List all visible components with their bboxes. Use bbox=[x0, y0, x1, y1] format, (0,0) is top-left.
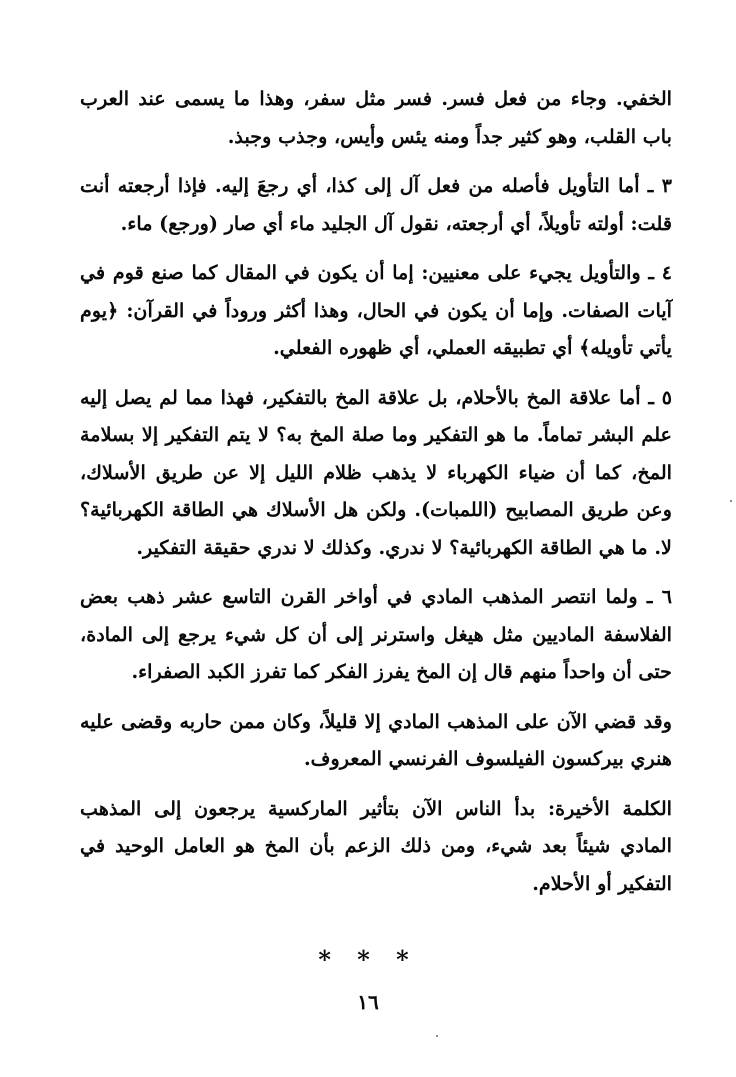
paragraph-5: ٦ ـ ولما انتصر المذهب المادي في أواخر القرن التاسع عشر ذهب بعض الفلاسفة الماديين مثل هيغل واسترنر إلى أن كل شيء يرجع إلى المادة، حتى أن واحداً منهم قال إن المخ يفرز الفكر كما تفرز الكبد الصفراء. bbox=[80, 585, 672, 683]
scan-speck bbox=[436, 1035, 438, 1037]
paragraph-3: ٤ ـ والتأويل يجيء على معنيين: إما أن يكون في المقال كما صنع قوم في آيات الصفات. وإما أن يكون في الحال، وهذا أكثر وروداً في القرآن: ﴿يوم يأتي تأويله﴾ أي تطبيقه العملي، أي ظهوره الفعلي. bbox=[80, 261, 672, 359]
paragraph-gap bbox=[80, 778, 672, 790]
page-number: ١٦ bbox=[357, 990, 379, 1014]
section-separator: * * * bbox=[318, 945, 418, 974]
paragraph-4: ٥ ـ أما علاقة المخ بالأحلام، بل علاقة المخ بالتفكير، فهذا مما لم يصل إليه علم البشر تماماً. ما هو التفكير وما صلة المخ به؟ لا يتم التفكير إلا بسلامة المخ، كما أن ضياء الكهرباء لا يذهب ظلام الليل إلا عن طريق الأسلاك، وعن طريق المصابيح (اللمبات). ولكن هل الأسلاك هي الطاقة الكهربائية؟ لا. ما هي الطاقة الكهربائية؟ لا ندري. وكذلك لا ندري حقيقة التفكير. bbox=[80, 385, 672, 559]
paragraph-2: ٣ ـ أما التأويل فأصله من فعل آل إلى كذا، أي رجعَ إليه. فإذا أرجعته أنت قلت: أولته تأويلاً، أي أرجعته، نقول آل الجليد ماء أي صار (ورجع) ماء. bbox=[80, 174, 672, 235]
paragraph-7: الكلمة الأخيرة: بدأ الناس الآن بتأثير الماركسية يرجعون إلى المذهب المادي شيئاً بعد شيء، ومن ذلك الزعم بأن المخ هو العامل الوحيد في التفكير أو الأحلام. bbox=[80, 796, 672, 895]
paragraph-gap bbox=[80, 566, 672, 578]
scan-speck bbox=[730, 500, 732, 502]
paragraph-6: وقد قضي الآن على المذهب المادي إلا قليلاً، وكان ممن حاربه وقضى عليه هنري بيركسون الفيلسوف الفرنسي المعروف. bbox=[80, 709, 672, 770]
page-body bbox=[80, 80, 672, 902]
paragraph-gap bbox=[80, 155, 672, 167]
paragraph-1: الخفي. وجاء من فعل فسر. فسر مثل سفر، وهذا ما يسمى عند العرب باب القلب، وهو كثير جداً ومنه يئس وأيس، وجذب وجبذ. bbox=[80, 87, 672, 148]
paragraph-gap bbox=[80, 691, 672, 703]
paragraph-gap bbox=[80, 242, 672, 254]
paragraph-gap bbox=[80, 367, 672, 379]
